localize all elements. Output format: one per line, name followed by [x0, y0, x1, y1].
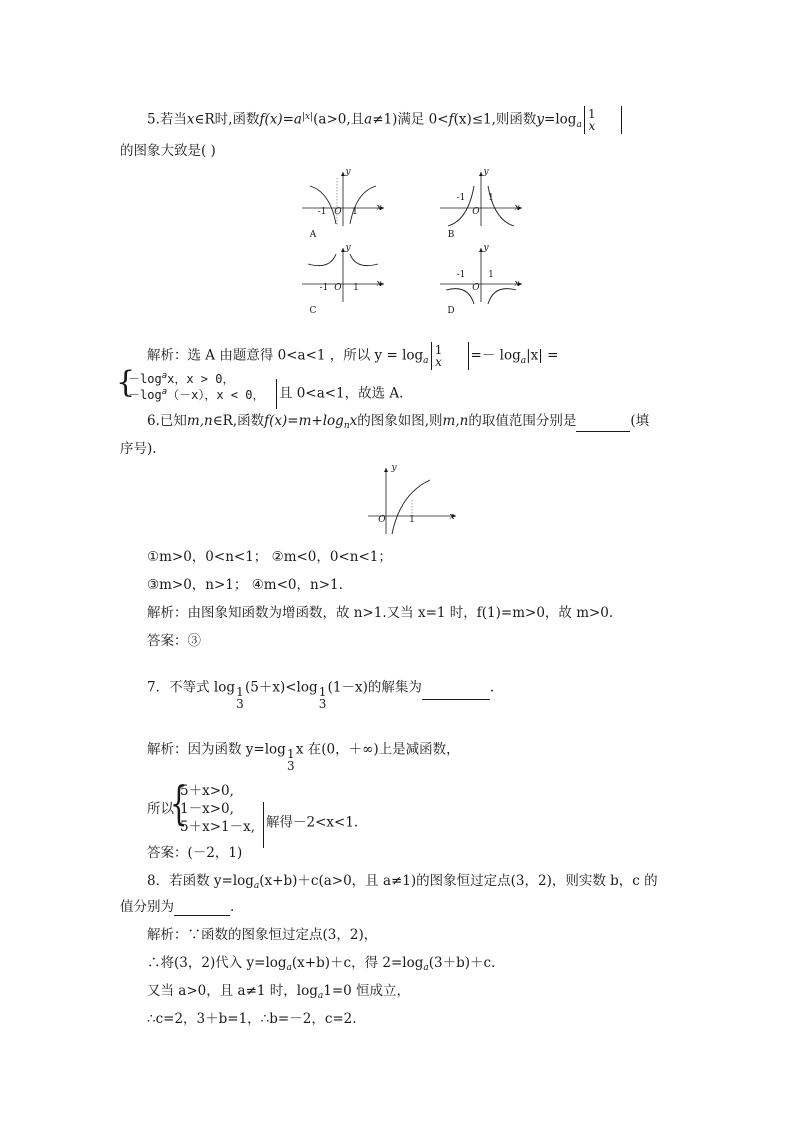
axis-label-y: y	[483, 167, 489, 177]
q5-solution-end	[276, 379, 403, 409]
piece-text: x，x > 0，	[167, 372, 235, 386]
tick-label: -1	[456, 193, 466, 203]
q5-var-f: f	[259, 111, 265, 128]
graph-c	[298, 244, 388, 304]
q7-solution-text: x 在(0，＋∞)上是减函数，	[295, 741, 460, 758]
q8-text: (x+b)＋c(a>0，且 a≠1)的图象恒过定点(3，2)，则实数 b，c 的	[259, 873, 658, 889]
q6-options: ①m>0，0<n<1； ②m<0，0<n<1；	[147, 549, 392, 565]
q7-system-eq1	[180, 782, 234, 800]
axis-label-x: x	[449, 512, 455, 522]
q6-solution	[147, 604, 613, 622]
log-base: a	[317, 991, 324, 1001]
q7-solution-text: 解析：因为函数 y=log	[147, 741, 286, 758]
tick-label: 1	[488, 193, 494, 203]
q6-text: (填	[630, 413, 650, 429]
q5-text: ≠1)满足 0<	[372, 111, 449, 128]
graph-a-label: A	[309, 230, 317, 240]
q8-solution-text: (3＋b)＋c.	[428, 955, 496, 971]
q5-solution-text: |x| =	[526, 347, 559, 364]
axis-label-y: y	[391, 463, 397, 473]
abs-bar-right	[621, 106, 622, 134]
q6-vars: m,n	[442, 413, 469, 429]
piece-base: a	[161, 371, 168, 381]
axis-label-x: x	[376, 203, 382, 213]
system-eq: 5＋x>1－x,	[180, 819, 256, 835]
abs-bar	[276, 379, 277, 409]
origin-label: O	[472, 283, 480, 293]
frac-num: 1	[287, 747, 295, 761]
q6-solution-text: 解析：由图象知函数为增函数，故 n>1.又当 x=1 时，f(1)=m>0，故 m>0.	[147, 605, 614, 621]
q8-solution-text: 1=0 恒成立，	[323, 983, 411, 999]
q6-answer	[147, 632, 201, 650]
q8-stem-line2	[120, 898, 234, 916]
axis-label-y: y	[483, 243, 489, 253]
system-eq: 1－x>0,	[180, 801, 234, 817]
tick-label: -1	[319, 283, 329, 293]
q5-var-f: f	[448, 111, 454, 128]
q7-system-result	[263, 800, 358, 846]
q6-text: 的取值范围分别是	[468, 413, 577, 429]
axis-label-x: x	[376, 279, 382, 289]
q7-base-fraction	[235, 686, 245, 710]
axis-label-x: x	[514, 203, 520, 213]
log-base: a	[286, 963, 292, 973]
q6-vars: m,n	[186, 413, 213, 429]
q5-var-a: a	[364, 111, 373, 128]
axis-label-y: y	[345, 167, 351, 177]
q5-var-y: y	[536, 111, 545, 128]
q7-answer-blank[interactable]	[422, 685, 490, 700]
q7-system-eq3	[180, 818, 255, 836]
q8-solution-text: (x+b)＋c，得 2=log	[291, 955, 424, 971]
piecewise-case-2	[128, 386, 264, 406]
q5-text: ∈R时,函数	[194, 111, 260, 128]
q6-answer-blank[interactable]	[576, 417, 630, 432]
frac-num: 1	[588, 107, 596, 121]
q8-log-base: a	[253, 881, 260, 891]
frac-den: 3	[318, 697, 327, 711]
piece-base: a	[161, 387, 168, 397]
axis-label-y: y	[345, 243, 351, 253]
q5-fraction	[587, 108, 597, 132]
q8-solution-text: ∴将(3，2)代入 y=log	[147, 955, 287, 971]
piecewise-brace: {	[116, 365, 136, 400]
q8-solution-line2	[147, 954, 495, 974]
q5-solution-text: 解析：选 A 由题意得 0<a<1 ，所以 y = log	[147, 347, 424, 364]
graph-b-label: B	[447, 230, 455, 240]
q7-text: .	[489, 679, 495, 696]
tick-label: -1	[317, 207, 327, 217]
q5-log: =log	[544, 111, 577, 128]
q5-func: (x)=a	[264, 111, 302, 128]
q8-text: 8．若函数 y=log	[147, 873, 254, 889]
system-brace: {	[170, 776, 188, 830]
graph-q6	[364, 464, 460, 536]
q5-exponent: |x|	[301, 111, 314, 122]
origin-label: O	[334, 207, 342, 217]
q5-solution-text: =－ log	[470, 347, 521, 364]
q7-system-eq2	[180, 800, 234, 818]
q6-log-base: n	[343, 421, 350, 431]
graph-a	[298, 168, 388, 228]
q5-solution-fraction	[434, 344, 444, 368]
graph-c-label: C	[309, 306, 317, 316]
q5-text: 的图象大致是( )	[120, 143, 216, 159]
abs-bar-left	[431, 342, 432, 370]
q8-solution-text: 又当 a>0，且 a≠1 时，log	[147, 983, 318, 999]
q6-stem-line2	[120, 440, 157, 458]
abs-bar-right	[468, 342, 469, 370]
q6-options-line1	[147, 548, 392, 566]
q8-solution-line4	[147, 1010, 357, 1028]
piece-text: －log	[128, 388, 162, 402]
q5-text: (x)≤1,则函数	[453, 111, 537, 128]
q7-text: (5＋x)<log	[244, 679, 318, 696]
q8-text: 值分别为	[120, 899, 174, 915]
tick-label: 1	[353, 283, 359, 293]
origin-label: O	[472, 207, 480, 217]
q6-options-line2	[147, 576, 343, 594]
q8-solution-text: 解析：∵函数的图象恒过定点(3，2)，	[147, 927, 378, 943]
log-base: a	[520, 355, 527, 366]
q6-options: ③m>0，n>1； ④m<0，n>1.	[147, 577, 343, 593]
q7-text: 7．不等式 log	[147, 679, 235, 696]
q5-solution-line1	[147, 342, 558, 370]
frac-den: x	[588, 119, 596, 133]
q5-text: 5.若当	[147, 111, 187, 128]
frac-den: x	[435, 355, 442, 369]
q7-answer	[147, 844, 242, 862]
q7-solution-text: 解得－2<x<1.	[266, 814, 359, 831]
q8-solution-line3	[147, 982, 410, 1002]
q5-var-x: x	[186, 111, 195, 128]
axis-label-x: x	[514, 279, 520, 289]
q7-base-fraction	[318, 686, 328, 710]
q6-text: 序号).	[120, 441, 157, 457]
q6-stem-line1	[147, 412, 649, 432]
q7-stem	[147, 676, 495, 711]
q8-text: .	[230, 899, 235, 915]
tick-label: 1	[409, 515, 415, 525]
q6-answer-text: 答案：③	[147, 633, 201, 649]
q8-solution-line1	[147, 926, 377, 944]
q6-var-x: x	[349, 413, 358, 429]
q7-solution-line1	[147, 738, 460, 773]
q6-text: ∈R,函数	[212, 413, 265, 429]
frac-num: 1	[434, 343, 443, 357]
q8-solution-text: ∴c=2，3＋b=1，∴b=－2，c=2.	[147, 1011, 357, 1027]
tick-label: 1	[352, 207, 358, 217]
q6-text: 6.已知	[147, 413, 187, 429]
tick-label: 1	[488, 270, 494, 280]
piece-text: （－x），x < 0，	[167, 388, 265, 402]
q5-solution-text: 且 0<a<1，故选 A.	[279, 385, 404, 402]
q7-base-fraction	[286, 748, 296, 772]
system-eq: 5＋x>0,	[180, 783, 234, 799]
q7-answer-text: 答案：(－2，1)	[147, 845, 243, 861]
piece-text: －log	[128, 372, 162, 386]
q8-stem-line1	[147, 872, 658, 892]
frac-den: 3	[236, 697, 244, 711]
q8-answer-blank[interactable]	[174, 901, 230, 916]
q5-text: (a>0,且	[313, 111, 365, 128]
frac-num: 1	[318, 685, 327, 699]
q6-func: (x)=m+log	[269, 413, 344, 429]
q6-var-f: f	[264, 413, 270, 429]
q6-text: 的图象如图,则	[357, 413, 443, 429]
q5-log-base: a	[576, 119, 582, 130]
q5-stem-line2	[120, 142, 216, 160]
system-bar	[263, 802, 264, 848]
frac-den: 3	[287, 759, 295, 773]
frac-num: 1	[236, 685, 244, 699]
abs-bar-left	[584, 106, 585, 134]
q5-stem-line1	[147, 106, 624, 134]
origin-label: O	[334, 283, 342, 293]
graph-d-label: D	[447, 306, 455, 316]
q7-solution-text: 所以	[147, 801, 174, 817]
log-base: a	[423, 963, 429, 973]
tick-label: -1	[456, 270, 466, 280]
log-base: a	[423, 355, 429, 366]
origin-label: O	[378, 515, 386, 525]
q7-text: (1－x)的解集为	[327, 679, 422, 696]
